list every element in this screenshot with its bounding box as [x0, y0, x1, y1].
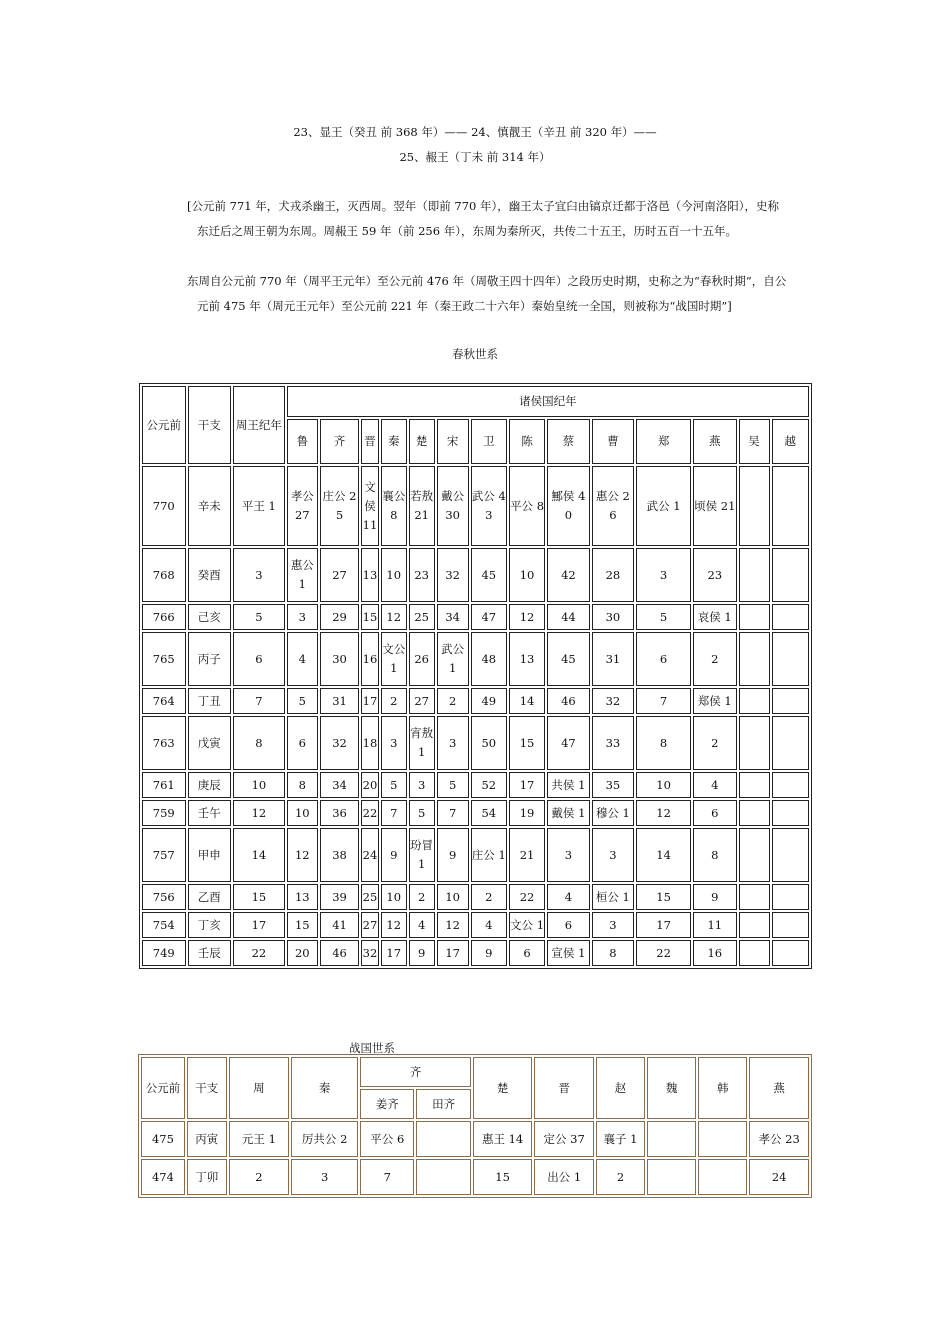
table-row: [142, 940, 809, 966]
table-cell: 30: [592, 604, 634, 630]
table-cell: 475: [141, 1121, 185, 1157]
table-cell: 13: [361, 548, 379, 602]
chunqiu-header-row-1: [142, 386, 809, 417]
table-cell: 5: [636, 604, 691, 630]
table-cell: 平公 8: [509, 466, 545, 546]
table-cell: 9: [437, 828, 469, 882]
table-cell: [739, 940, 770, 966]
zhanguo-table: [138, 1054, 812, 1198]
table-cell: 孝公 23: [749, 1121, 809, 1157]
table-cell: 癸酉: [188, 548, 232, 602]
table-cell: 17: [636, 912, 691, 938]
table-cell: 壬辰: [188, 940, 232, 966]
zg-header-tianqi: 田齐: [416, 1089, 470, 1119]
chunqiu-table-body: [142, 386, 809, 966]
zg-header-han: 韩: [698, 1057, 747, 1119]
table-cell: 襄公 8: [381, 466, 407, 546]
table-cell: 768: [142, 548, 186, 602]
table-cell: [739, 466, 770, 546]
header-zhou: 周王纪年: [233, 386, 285, 464]
table-cell: 戴侯 1: [547, 800, 589, 826]
table-row: [142, 688, 809, 714]
table-cell: 759: [142, 800, 186, 826]
table-cell: 6: [693, 800, 737, 826]
table-cell: 庄公 1: [471, 828, 507, 882]
table-cell: 郑侯 1: [693, 688, 737, 714]
table-cell: 3: [592, 912, 634, 938]
zg-header-zhao: 赵: [596, 1057, 645, 1119]
intro-paragraph-1-line-2: 东迁后之周王朝为东周。周赧王 59 年（前 256 年），东周为秦所灭，共传二十五王，历时五百一十五年。: [197, 224, 737, 238]
table-cell: 6: [287, 716, 318, 770]
table-cell: 764: [142, 688, 186, 714]
table-cell: 文侯 11: [361, 466, 379, 546]
table-cell: 14: [233, 828, 285, 882]
table-cell: 757: [142, 828, 186, 882]
zg-header-jiangqi: 姜齐: [360, 1089, 414, 1119]
table-cell: 2: [693, 716, 737, 770]
table-cell: 武公 1: [636, 466, 691, 546]
zg-header-qin: 秦: [291, 1057, 358, 1119]
table-cell: 戊寅: [188, 716, 232, 770]
table-row: [142, 884, 809, 910]
table-cell: [739, 548, 770, 602]
header-line-2: 25、赧王（丁未 前 314 年）: [399, 150, 551, 164]
table-cell: 24: [749, 1159, 809, 1195]
table-cell: 35: [592, 772, 634, 798]
table-row: [142, 828, 809, 882]
zg-header-wei: 魏: [647, 1057, 696, 1119]
header-state: 燕: [693, 419, 737, 464]
zg-header-chu: 楚: [473, 1057, 533, 1119]
table-cell: [647, 1159, 696, 1195]
zg-header-qi: 齐: [360, 1057, 471, 1087]
table-cell: [772, 828, 809, 882]
table-cell: 文公 1: [509, 912, 545, 938]
table-cell: 己亥: [188, 604, 232, 630]
table-cell: 元王 1: [229, 1121, 290, 1157]
table-cell: 12: [509, 604, 545, 630]
table-cell: 23: [409, 548, 435, 602]
table-cell: [739, 604, 770, 630]
table-cell: 45: [471, 548, 507, 602]
table-cell: 25: [409, 604, 435, 630]
table-cell: 2: [229, 1159, 290, 1195]
table-cell: 2: [693, 632, 737, 686]
table-cell: 7: [360, 1159, 414, 1195]
table-cell: 戴公 30: [437, 466, 469, 546]
table-cell: 27: [409, 688, 435, 714]
table-cell: 4: [287, 632, 318, 686]
table-cell: 8: [233, 716, 285, 770]
table-cell: 惠公 1: [287, 548, 318, 602]
intro-paragraph-1-line-1: [公元前 771 年，犬戎杀幽王，灭西周。翌年（即前 770 年），幽王太子宜臼由镐京迁都于洛邑（今河南洛阳），史称: [187, 199, 780, 213]
table-cell: 754: [142, 912, 186, 938]
table-cell: 鄦侯 40: [547, 466, 589, 546]
table-cell: 10: [233, 772, 285, 798]
table-cell: 5: [233, 604, 285, 630]
table-cell: 丁卯: [187, 1159, 227, 1195]
table-cell: 20: [287, 940, 318, 966]
table-cell: 4: [547, 884, 589, 910]
zg-header-year: 公元前: [141, 1057, 185, 1119]
table-cell: 3: [409, 772, 435, 798]
table-cell: 6: [547, 912, 589, 938]
chunqiu-table-title: 春秋世系: [452, 347, 498, 361]
table-cell: 27: [361, 912, 379, 938]
table-cell: 7: [437, 800, 469, 826]
zg-header-ganzhi: 干支: [187, 1057, 227, 1119]
table-cell: 46: [320, 940, 359, 966]
table-cell: 10: [381, 548, 407, 602]
table-cell: [698, 1159, 747, 1195]
table-cell: 5: [409, 800, 435, 826]
table-cell: 42: [547, 548, 589, 602]
table-cell: [739, 800, 770, 826]
table-cell: 17: [233, 912, 285, 938]
header-state: 郑: [636, 419, 691, 464]
table-cell: 丙寅: [187, 1121, 227, 1157]
header-state: 蔡: [547, 419, 589, 464]
table-row: [141, 1159, 809, 1195]
table-cell: 乙酉: [188, 884, 232, 910]
table-cell: 12: [437, 912, 469, 938]
table-cell: 9: [381, 828, 407, 882]
header-state: 秦: [381, 419, 407, 464]
table-cell: 763: [142, 716, 186, 770]
table-cell: 10: [381, 884, 407, 910]
table-cell: 惠王 14: [473, 1121, 533, 1157]
table-cell: 46: [547, 688, 589, 714]
table-cell: 7: [233, 688, 285, 714]
table-cell: 29: [320, 604, 359, 630]
table-cell: 武公 43: [471, 466, 507, 546]
table-cell: 14: [636, 828, 691, 882]
table-cell: 惠公 26: [592, 466, 634, 546]
table-cell: 2: [409, 884, 435, 910]
table-cell: 19: [509, 800, 545, 826]
table-cell: 34: [437, 604, 469, 630]
table-cell: 6: [233, 632, 285, 686]
header-state: 宋: [437, 419, 469, 464]
table-cell: [772, 800, 809, 826]
table-cell: 15: [361, 604, 379, 630]
table-cell: 4: [471, 912, 507, 938]
table-cell: 39: [320, 884, 359, 910]
table-cell: [416, 1121, 470, 1157]
table-cell: 7: [636, 688, 691, 714]
table-cell: 25: [361, 884, 379, 910]
zhanguo-table-body: [141, 1057, 809, 1195]
table-cell: 桓公 1: [592, 884, 634, 910]
table-row: [142, 466, 809, 546]
table-cell: [772, 632, 809, 686]
table-cell: 16: [693, 940, 737, 966]
table-cell: 3: [437, 716, 469, 770]
table-cell: [739, 884, 770, 910]
table-row: [141, 1121, 809, 1157]
header-state: 齐: [320, 419, 359, 464]
table-cell: 10: [437, 884, 469, 910]
table-cell: 辛未: [188, 466, 232, 546]
table-cell: 玢冒 1: [409, 828, 435, 882]
table-cell: [772, 688, 809, 714]
table-row: [142, 800, 809, 826]
table-cell: [772, 772, 809, 798]
table-cell: 22: [233, 940, 285, 966]
table-cell: 41: [320, 912, 359, 938]
table-cell: 12: [381, 912, 407, 938]
table-cell: 襄子 1: [596, 1121, 645, 1157]
table-cell: 32: [592, 688, 634, 714]
table-cell: 宵敖 1: [409, 716, 435, 770]
table-cell: 平公 6: [360, 1121, 414, 1157]
table-cell: 33: [592, 716, 634, 770]
table-cell: 32: [361, 940, 379, 966]
table-cell: 3: [291, 1159, 358, 1195]
header-state: 楚: [409, 419, 435, 464]
table-cell: 54: [471, 800, 507, 826]
table-row: [142, 716, 809, 770]
table-cell: [739, 828, 770, 882]
table-cell: [739, 716, 770, 770]
table-cell: 15: [636, 884, 691, 910]
table-cell: 平王 1: [233, 466, 285, 546]
table-cell: 7: [381, 800, 407, 826]
table-cell: 5: [437, 772, 469, 798]
table-cell: 共侯 1: [547, 772, 589, 798]
header-state: 卫: [471, 419, 507, 464]
header-states-group: 诸侯国纪年: [287, 386, 809, 417]
table-cell: 文公 1: [381, 632, 407, 686]
table-cell: 13: [287, 884, 318, 910]
table-cell: 8: [693, 828, 737, 882]
table-cell: 6: [509, 940, 545, 966]
table-cell: 10: [287, 800, 318, 826]
header-state: 晋: [361, 419, 379, 464]
table-cell: 26: [409, 632, 435, 686]
table-cell: 30: [320, 632, 359, 686]
table-cell: 761: [142, 772, 186, 798]
table-cell: 顷侯 21: [693, 466, 737, 546]
chunqiu-table: [139, 383, 812, 969]
table-cell: 756: [142, 884, 186, 910]
table-cell: 12: [636, 800, 691, 826]
table-cell: 44: [547, 604, 589, 630]
table-cell: 47: [471, 604, 507, 630]
table-cell: [647, 1121, 696, 1157]
table-cell: 3: [547, 828, 589, 882]
table-cell: 9: [471, 940, 507, 966]
table-cell: 8: [636, 716, 691, 770]
table-cell: 22: [636, 940, 691, 966]
table-cell: 宣侯 1: [547, 940, 589, 966]
table-cell: 厉共公 2: [291, 1121, 358, 1157]
table-cell: 定公 37: [534, 1121, 594, 1157]
table-cell: 17: [437, 940, 469, 966]
table-cell: 5: [287, 688, 318, 714]
header-state: 吴: [739, 419, 770, 464]
table-cell: 50: [471, 716, 507, 770]
table-cell: 8: [592, 940, 634, 966]
table-cell: [772, 604, 809, 630]
table-cell: 23: [693, 548, 737, 602]
table-cell: [739, 772, 770, 798]
table-cell: 765: [142, 632, 186, 686]
table-row: [142, 604, 809, 630]
table-cell: 24: [361, 828, 379, 882]
table-cell: [739, 912, 770, 938]
table-cell: [772, 884, 809, 910]
table-cell: 丙子: [188, 632, 232, 686]
table-cell: 丁丑: [188, 688, 232, 714]
table-cell: 12: [381, 604, 407, 630]
table-cell: 14: [509, 688, 545, 714]
table-cell: 17: [381, 940, 407, 966]
table-cell: 10: [636, 772, 691, 798]
table-cell: 4: [693, 772, 737, 798]
table-cell: [772, 548, 809, 602]
header-ganzhi: 干支: [188, 386, 232, 464]
table-cell: [772, 466, 809, 546]
table-cell: 12: [233, 800, 285, 826]
table-cell: 15: [473, 1159, 533, 1195]
table-cell: 15: [509, 716, 545, 770]
table-cell: [772, 940, 809, 966]
table-cell: [416, 1159, 470, 1195]
table-cell: 庚辰: [188, 772, 232, 798]
table-cell: 孝公 27: [287, 466, 318, 546]
table-cell: 2: [471, 884, 507, 910]
zg-header-jin: 晋: [534, 1057, 594, 1119]
zhanguo-table-title: 战国世系: [349, 1041, 395, 1055]
header-line-1: 23、显王（癸丑 前 368 年）—— 24、慎靓王（辛丑 前 320 年）——: [293, 125, 657, 139]
table-cell: 出公 1: [534, 1159, 594, 1195]
table-cell: 38: [320, 828, 359, 882]
table-cell: 若敖 21: [409, 466, 435, 546]
table-row: [142, 548, 809, 602]
table-cell: 武公 1: [437, 632, 469, 686]
table-cell: 749: [142, 940, 186, 966]
table-cell: 2: [381, 688, 407, 714]
table-cell: 10: [509, 548, 545, 602]
table-cell: 13: [509, 632, 545, 686]
table-cell: 3: [636, 548, 691, 602]
table-cell: 3: [287, 604, 318, 630]
table-cell: 3: [592, 828, 634, 882]
table-cell: 17: [361, 688, 379, 714]
table-cell: 49: [471, 688, 507, 714]
table-cell: 壬午: [188, 800, 232, 826]
zg-header-zhou: 周: [229, 1057, 290, 1119]
table-cell: 3: [233, 548, 285, 602]
table-cell: 8: [287, 772, 318, 798]
table-cell: 穆公 1: [592, 800, 634, 826]
table-cell: 20: [361, 772, 379, 798]
table-cell: 丁亥: [188, 912, 232, 938]
table-cell: 34: [320, 772, 359, 798]
table-cell: 21: [509, 828, 545, 882]
table-cell: [772, 912, 809, 938]
table-cell: 16: [361, 632, 379, 686]
table-cell: 47: [547, 716, 589, 770]
table-cell: 770: [142, 466, 186, 546]
table-cell: 36: [320, 800, 359, 826]
table-cell: 48: [471, 632, 507, 686]
table-cell: 32: [437, 548, 469, 602]
header-state: 鲁: [287, 419, 318, 464]
table-row: [142, 772, 809, 798]
table-cell: 32: [320, 716, 359, 770]
table-cell: 766: [142, 604, 186, 630]
table-cell: 31: [320, 688, 359, 714]
table-cell: 22: [509, 884, 545, 910]
table-cell: 3: [381, 716, 407, 770]
table-cell: 22: [361, 800, 379, 826]
table-cell: 28: [592, 548, 634, 602]
table-row: [142, 632, 809, 686]
table-cell: 5: [381, 772, 407, 798]
table-cell: 哀侯 1: [693, 604, 737, 630]
table-row: [142, 912, 809, 938]
table-cell: 庄公 25: [320, 466, 359, 546]
table-cell: 12: [287, 828, 318, 882]
table-cell: 18: [361, 716, 379, 770]
table-cell: 4: [409, 912, 435, 938]
intro-paragraph-2-line-1: 东周自公元前 770 年（周平王元年）至公元前 476 年（周敬王四十四年）之段历史时期，史称之为“春秋时期”，自公: [187, 274, 787, 288]
table-cell: 474: [141, 1159, 185, 1195]
table-cell: 15: [287, 912, 318, 938]
table-cell: 31: [592, 632, 634, 686]
table-cell: 11: [693, 912, 737, 938]
table-cell: 52: [471, 772, 507, 798]
table-cell: [739, 632, 770, 686]
table-cell: [772, 716, 809, 770]
table-cell: 9: [409, 940, 435, 966]
header-state: 越: [772, 419, 809, 464]
zg-header-yan: 燕: [749, 1057, 809, 1119]
intro-paragraph-2-line-2: 元前 475 年（周元王元年）至公元前 221 年（秦王政二十六年）秦始皇统一全国，则被称为“战国时期”]: [197, 299, 732, 313]
zhanguo-header-row-1: [141, 1057, 809, 1087]
header-state: 曹: [592, 419, 634, 464]
table-cell: 6: [636, 632, 691, 686]
table-cell: 甲申: [188, 828, 232, 882]
table-cell: 9: [693, 884, 737, 910]
table-cell: 45: [547, 632, 589, 686]
table-cell: 15: [233, 884, 285, 910]
table-cell: [739, 688, 770, 714]
header-state: 陈: [509, 419, 545, 464]
header-year: 公元前: [142, 386, 186, 464]
table-cell: 2: [437, 688, 469, 714]
table-cell: 27: [320, 548, 359, 602]
table-cell: 17: [509, 772, 545, 798]
table-cell: [698, 1121, 747, 1157]
table-cell: 2: [596, 1159, 645, 1195]
